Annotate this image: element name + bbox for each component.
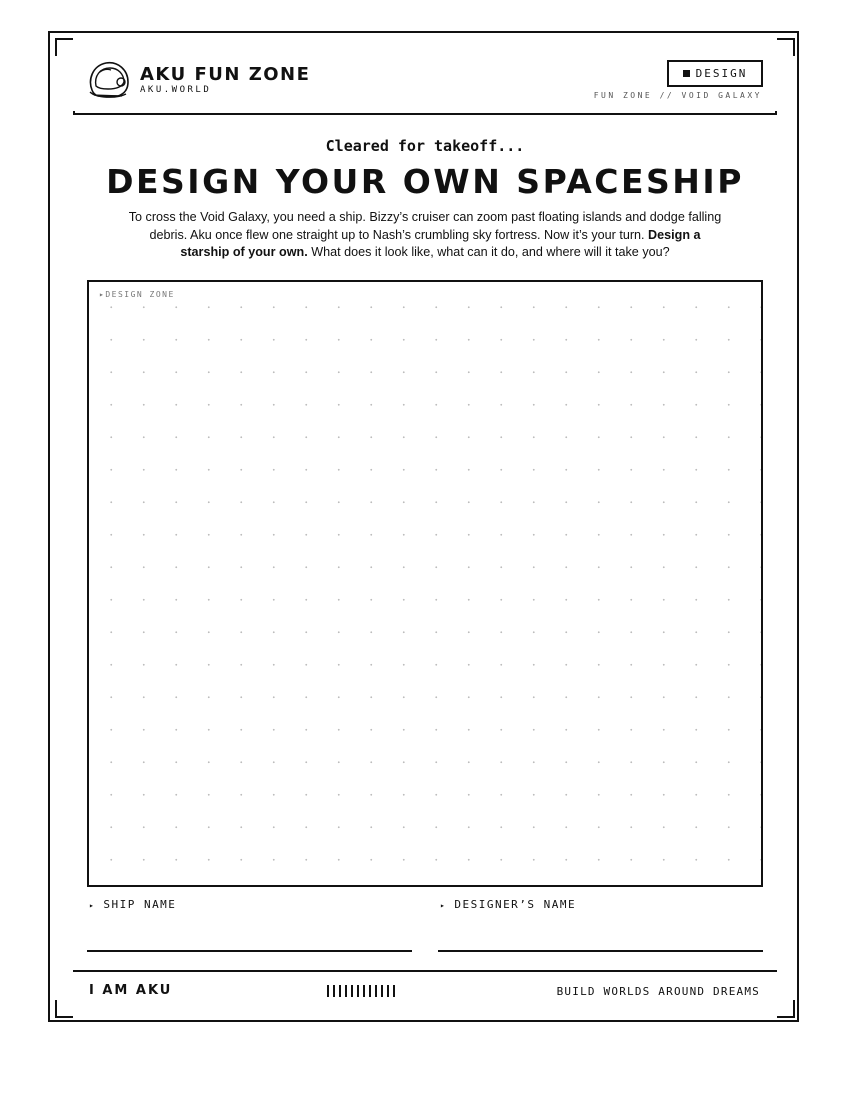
brand-name: AKU FUN ZONE xyxy=(140,64,311,85)
ship-name-line[interactable] xyxy=(87,950,412,952)
astronaut-helmet-icon xyxy=(86,60,130,100)
brand-subtitle: AKU.WORLD xyxy=(140,85,212,95)
triangle-right-icon: ▸ xyxy=(440,901,447,910)
header-meta: FUN ZONE // VOID GALAXY xyxy=(593,91,762,100)
header-divider xyxy=(73,111,777,115)
footer-divider xyxy=(73,970,777,972)
designer-name-label xyxy=(440,898,576,911)
intro-paragraph xyxy=(125,209,725,262)
design-zone-canvas[interactable] xyxy=(87,280,763,887)
footer-tagline-right: BUILD WORLDS AROUND DREAMS xyxy=(556,985,760,998)
barcode-icon xyxy=(327,985,395,997)
design-badge xyxy=(667,60,763,87)
square-icon xyxy=(683,70,690,77)
design-zone-label: ▸DESIGN ZONE xyxy=(99,290,175,299)
kicker-text: Cleared for takeoff... xyxy=(325,137,525,155)
design-badge-label: DESIGN xyxy=(695,67,748,80)
intro-text-bold: Design a starship of your own. xyxy=(180,227,701,259)
designer-name-line[interactable] xyxy=(438,950,763,952)
corner-mark-top-right xyxy=(777,38,795,56)
corner-mark-bottom-left xyxy=(55,1000,73,1018)
designer-name-label-text: DESIGNER’S NAME xyxy=(454,898,577,911)
intro-text-part1: To cross the Void Galaxy, you need a ship. Bizzy’s cruiser can zoom past floating islands and dodge falling debris. Aku once flew one straight up to Nash’s crumbling sky fortress. Now it’s your turn. xyxy=(128,210,722,242)
ship-name-label xyxy=(89,898,176,911)
intro-text-part2: What does it look like, what can it do, and where will it take you? xyxy=(307,245,670,259)
ship-name-label-text: SHIP NAME xyxy=(103,898,177,911)
corner-mark-top-left xyxy=(55,38,73,56)
page-title: DESIGN YOUR OWN SPACESHIP xyxy=(106,162,744,201)
footer-tagline-left: I AM AKU xyxy=(89,983,173,998)
triangle-right-icon: ▸ xyxy=(89,901,96,910)
corner-mark-bottom-right xyxy=(777,1000,795,1018)
